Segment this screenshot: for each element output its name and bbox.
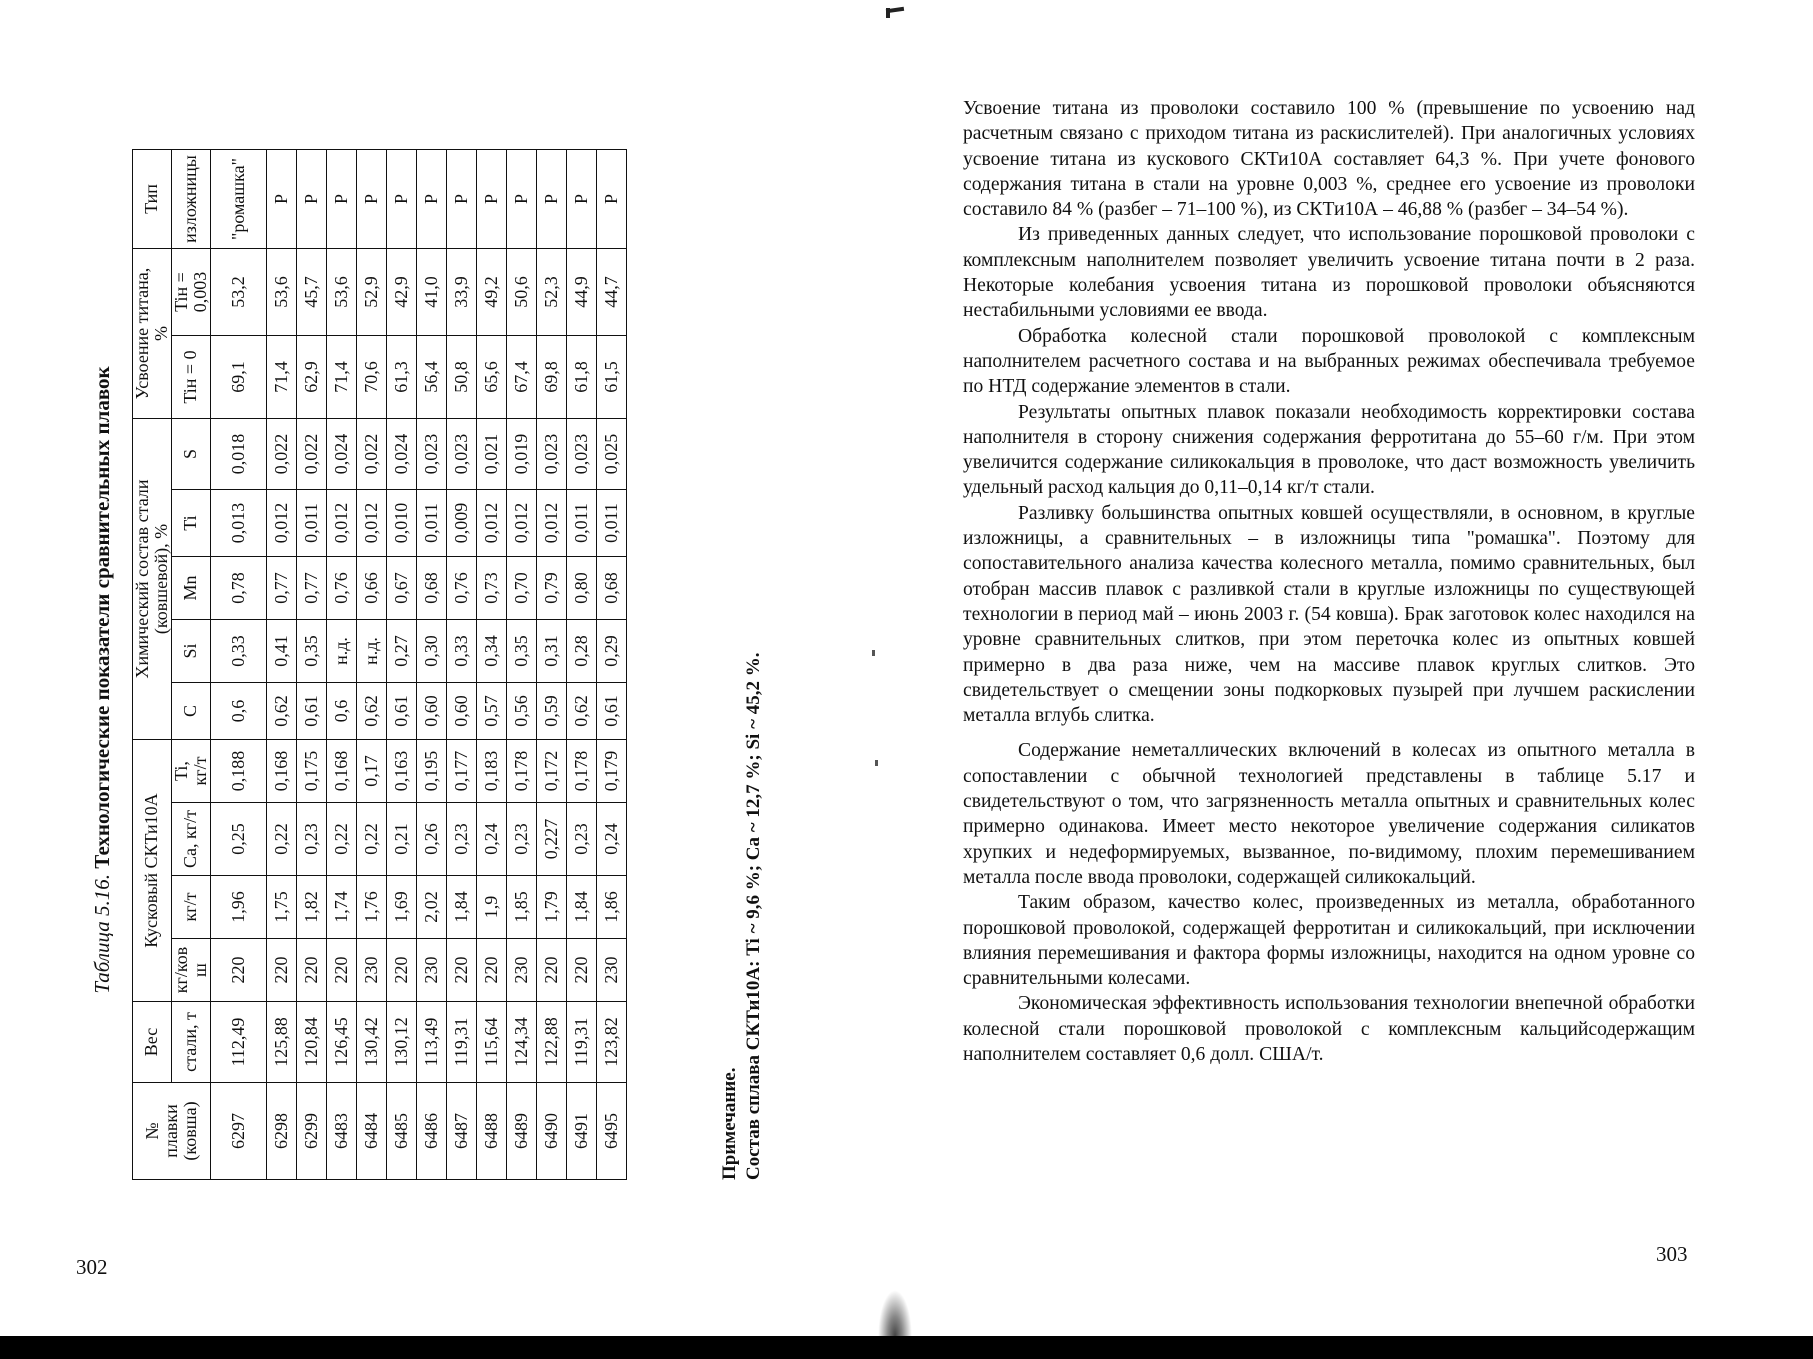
table-row: [210, 150, 266, 1180]
table-cell: 0,011: [416, 490, 446, 557]
table-cell: 71,4: [326, 336, 356, 419]
paragraph: Усвоение титана из проволоки составило 100 % (превышение по усвоению над расчетным связано с приходом титана из раскислителей). При аналогичных условиях усвоение титана из кускового СКТи10А составляет 64,3 %. При учете фонового содержания титана в стали на уровне 0,003 %, среднее его усвоение из проволоки составило 84 % (разбег – 71–100 %), из СКТи10А – 46,88 % (разбег – 34–54 %).: [963, 98, 1695, 221]
table-cell: 69,1: [210, 336, 266, 419]
table-cell: 41,0: [416, 249, 446, 336]
table-cell: 0,60: [446, 683, 476, 740]
table-cell: 130,12: [386, 1002, 416, 1083]
table-cell: 0,188: [210, 740, 266, 803]
table-cell: 61,5: [596, 336, 626, 419]
table-cell: 0,012: [536, 490, 566, 557]
table-cell: 0,025: [596, 419, 626, 490]
header-kg-kovsh-2: ш: [189, 963, 210, 977]
table-cell: 1,85: [506, 876, 536, 939]
table-cell: 119,31: [446, 1002, 476, 1083]
header-plavki-3: (ковша): [179, 1101, 200, 1161]
table-cell: Р: [566, 150, 596, 249]
table-cell: Р: [596, 150, 626, 249]
table-cell: 125,88: [266, 1002, 296, 1083]
table-cell: 0,023: [536, 419, 566, 490]
table-cell: 0,175: [296, 740, 326, 803]
table-cell: 6490: [536, 1083, 566, 1180]
table-cell: 0,195: [416, 740, 446, 803]
table-cell: Р: [296, 150, 326, 249]
table-row: [416, 150, 446, 1180]
table-cell: 0,019: [506, 419, 536, 490]
table-cell: 0,30: [416, 620, 446, 683]
table-cell: 230: [416, 939, 446, 1002]
table-cell: 0,28: [566, 620, 596, 683]
header-chem: [133, 419, 172, 740]
table-row: [356, 150, 386, 1180]
header-chem-2: (ковшевой), %: [150, 523, 171, 635]
table-cell: 230: [596, 939, 626, 1002]
table-cell: 67,4: [506, 336, 536, 419]
table-cell: Р: [386, 150, 416, 249]
table-cell: Р: [476, 150, 506, 249]
table-cell: Р: [266, 150, 296, 249]
header-chem-1: Химический состав стали: [132, 479, 152, 679]
table-cell: 220: [446, 939, 476, 1002]
table-cell: 0,66: [356, 557, 386, 620]
header-ti-kg-2: кг/т: [189, 756, 210, 786]
page-number-right: 303: [1656, 1242, 1688, 1266]
table-cell: 0,6: [210, 683, 266, 740]
table-cell: 1,75: [266, 876, 296, 939]
header-tin003: [171, 249, 210, 336]
table-cell: 50,6: [506, 249, 536, 336]
header-usvoenie-2: %: [150, 326, 171, 341]
table-cell: 0,77: [266, 557, 296, 620]
table-cell: 0,70: [506, 557, 536, 620]
table-cell: 1,74: [326, 876, 356, 939]
table-cell: 0,183: [476, 740, 506, 803]
table-cell: 53,2: [210, 249, 266, 336]
table-body: [210, 150, 626, 1180]
table-cell: 220: [476, 939, 506, 1002]
corner-mark-stem: [886, 8, 890, 18]
table-row: [386, 150, 416, 1180]
table-cell: 0,24: [596, 803, 626, 876]
table-cell: 220: [266, 939, 296, 1002]
table-cell: н.д.: [326, 620, 356, 683]
table-cell: 52,9: [356, 249, 386, 336]
header-mn: Mn: [171, 557, 210, 620]
table-cell: 0,022: [356, 419, 386, 490]
table-cell: 62,9: [296, 336, 326, 419]
table-cell: 1,69: [386, 876, 416, 939]
header-ti-kg: [171, 740, 210, 803]
table-cell: 220: [210, 939, 266, 1002]
table-cell: Р: [416, 150, 446, 249]
table-cell: 0,172: [536, 740, 566, 803]
table-cell: 0,178: [506, 740, 536, 803]
table-cell: 119,31: [566, 1002, 596, 1083]
table-cell: 6495: [596, 1083, 626, 1180]
caption-label: Таблица 5.16.: [90, 874, 114, 994]
table-cell: 0,012: [326, 490, 356, 557]
table-cell: 0,77: [296, 557, 326, 620]
table-cell: "ромашка": [210, 150, 266, 249]
table-cell: 0,61: [296, 683, 326, 740]
table-cell: 0,34: [476, 620, 506, 683]
table-cell: 6491: [566, 1083, 596, 1180]
header-plavki: [133, 1083, 211, 1180]
table-cell: 0,61: [596, 683, 626, 740]
table-cell: н.д.: [356, 620, 386, 683]
header-plavki-1: №: [141, 1122, 162, 1140]
table-cell: Р: [536, 150, 566, 249]
table-cell: 44,9: [566, 249, 596, 336]
table-cell: 0,012: [356, 490, 386, 557]
table-cell: 0,023: [416, 419, 446, 490]
header-s: S: [171, 419, 210, 490]
table-cell: 0,41: [266, 620, 296, 683]
table-cell: 230: [356, 939, 386, 1002]
paragraph: Таким образом, качество колес, произведенных из металла, обработанного порошковой проволокой, содержащей ферротитан и силикокальций, при исключении влияния перемешивания и фактора формы изложницы, находится на одном уровне со сравнительными колесами.: [963, 892, 1695, 990]
table-cell: 0,76: [326, 557, 356, 620]
table-cell: 0,012: [476, 490, 506, 557]
table-cell: 0,57: [476, 683, 506, 740]
table-row: [476, 150, 506, 1180]
header-tin0: Tiн = 0: [171, 336, 210, 419]
table-cell: 0,6: [326, 683, 356, 740]
table-cell: 56,4: [416, 336, 446, 419]
table-cell: 6485: [386, 1083, 416, 1180]
table-cell: 6488: [476, 1083, 506, 1180]
table-cell: 0,179: [596, 740, 626, 803]
table-cell: 0,68: [596, 557, 626, 620]
table-cell: 0,35: [506, 620, 536, 683]
table-cell: 0,22: [356, 803, 386, 876]
header-ca: Ca, кг/т: [171, 803, 210, 876]
paragraph: Экономическая эффективность использования технологии внепечной обработки колесной стали порошковой проволокой с комплексным кальцийсодержащим наполнителем составляет 0,6 долл. США/т.: [963, 993, 1695, 1065]
paragraph: Обработка колесной стали порошковой проволокой с комплексным наполнителем расчетного состава и на выбранных режимах обеспечивала требуемое по НТД содержание элементов в стали.: [963, 325, 1695, 398]
header-usvoenie-1: Усвоение титана,: [132, 267, 152, 400]
table-cell: 0,68: [416, 557, 446, 620]
table-cell: 0,62: [566, 683, 596, 740]
table-cell: 6486: [416, 1083, 446, 1180]
table-cell: 1,76: [356, 876, 386, 939]
header-izlozh: изложницы: [171, 150, 210, 249]
header-ti-kg-1: Ti,: [170, 761, 191, 781]
paragraph: Результаты опытных плавок показали необходимость корректировки состава наполнителя в сторону снижения содержания ферротитана до 55–60 г/м. При этом увеличится содержание силикокальция в проволоке, что даст возможность увеличить удельный расход кальция до 0,11–0,14 кг/т стали.: [963, 401, 1695, 499]
table-cell: 0,012: [506, 490, 536, 557]
table-cell: 6298: [266, 1083, 296, 1180]
table-cell: 0,024: [386, 419, 416, 490]
table-cell: 53,6: [326, 249, 356, 336]
table-cell: 6483: [326, 1083, 356, 1180]
table-cell: 0,79: [536, 557, 566, 620]
table-cell: 44,7: [596, 249, 626, 336]
table-cell: 230: [506, 939, 536, 1002]
table-row: [296, 150, 326, 1180]
table-cell: 61,3: [386, 336, 416, 419]
table-cell: 120,84: [296, 1002, 326, 1083]
table-cell: 0,24: [476, 803, 506, 876]
right-page-text: [963, 96, 1695, 1067]
table-cell: 33,9: [446, 249, 476, 336]
table-cell: 45,7: [296, 249, 326, 336]
table-cell: 50,8: [446, 336, 476, 419]
scan-speck: [875, 760, 878, 766]
table-cell: 123,82: [596, 1002, 626, 1083]
table-cell: 0,23: [506, 803, 536, 876]
table-cell: 6487: [446, 1083, 476, 1180]
table-cell: 0,31: [536, 620, 566, 683]
table-cell: 0,62: [266, 683, 296, 740]
table-cell: 0,011: [296, 490, 326, 557]
header-kg-kovsh: [171, 939, 210, 1002]
table-cell: 220: [326, 939, 356, 1002]
table-cell: 0,22: [326, 803, 356, 876]
table-cell: 0,22: [266, 803, 296, 876]
table-cell: 1,82: [296, 876, 326, 939]
table-cell: 0,018: [210, 419, 266, 490]
table-cell: 0,012: [266, 490, 296, 557]
table-cell: 0,009: [446, 490, 476, 557]
table-cell: 126,45: [326, 1002, 356, 1083]
table-cell: 42,9: [386, 249, 416, 336]
table-cell: 6299: [296, 1083, 326, 1180]
table-cell: 112,49: [210, 1002, 266, 1083]
table-cell: 0,023: [446, 419, 476, 490]
table-cell: 124,34: [506, 1002, 536, 1083]
table-cell: 0,23: [296, 803, 326, 876]
header-ves-stali: стали, т: [171, 1002, 210, 1083]
table-cell: 71,4: [266, 336, 296, 419]
table-cell: 0,67: [386, 557, 416, 620]
table-cell: 1,84: [446, 876, 476, 939]
table-cell: Р: [506, 150, 536, 249]
table-cell: 0,023: [566, 419, 596, 490]
table-cell: 49,2: [476, 249, 506, 336]
table-cell: Р: [326, 150, 356, 249]
header-ti: Ti: [171, 490, 210, 557]
table-cell: 0,168: [326, 740, 356, 803]
table-cell: 0,27: [386, 620, 416, 683]
table-row: [506, 150, 536, 1180]
table-cell: 0,178: [566, 740, 596, 803]
table-cell: 6489: [506, 1083, 536, 1180]
table-cell: 0,29: [596, 620, 626, 683]
results-table: [132, 149, 627, 1180]
table-row: [596, 150, 626, 1180]
table-cell: 1,79: [536, 876, 566, 939]
table-cell: 0,022: [296, 419, 326, 490]
scan-speck: [872, 650, 875, 656]
table-cell: 0,011: [596, 490, 626, 557]
table-cell: 2,02: [416, 876, 446, 939]
gutter-shadow: [878, 1290, 912, 1336]
table-cell: 1,84: [566, 876, 596, 939]
table-cell: 0,168: [266, 740, 296, 803]
paragraph: Из приведенных данных следует, что использование порошковой проволоки с комплексным наполнителем позволяет увеличить усвоение титана почти в 2 раза. Некоторые колебания усвоения титана из порошковой проволоки объясняются нестабильными условиями ее ввода.: [963, 224, 1695, 322]
table-cell: 0,227: [536, 803, 566, 876]
table-cell: 6297: [210, 1083, 266, 1180]
table-cell: 61,8: [566, 336, 596, 419]
table-cell: 0,024: [326, 419, 356, 490]
table-cell: 0,60: [416, 683, 446, 740]
header-si: Si: [171, 620, 210, 683]
table-cell: 0,163: [386, 740, 416, 803]
table-cell: 1,9: [476, 876, 506, 939]
header-tip: Тип: [133, 150, 172, 249]
table-cell: 0,33: [210, 620, 266, 683]
note-text: Состав сплава СКТи10А: Ti ~ 9,6 %; Ca ~ 12,7 %; Si ~ 45,2 %.: [742, 652, 764, 1180]
table-cell: 122,88: [536, 1002, 566, 1083]
table-cell: 220: [566, 939, 596, 1002]
table-cell: 0,23: [566, 803, 596, 876]
table-cell: 220: [386, 939, 416, 1002]
table-note: [718, 180, 766, 1180]
header-c: C: [171, 683, 210, 740]
table-row: [266, 150, 296, 1180]
table-cell: Р: [356, 150, 386, 249]
table-cell: 0,25: [210, 803, 266, 876]
table-cell: 69,8: [536, 336, 566, 419]
table-cell: 0,022: [266, 419, 296, 490]
table-cell: 0,61: [386, 683, 416, 740]
table-cell: 52,3: [536, 249, 566, 336]
note-title: Примечание.: [719, 1067, 740, 1180]
table-cell: Р: [446, 150, 476, 249]
table-cell: 0,76: [446, 557, 476, 620]
table-cell: 0,78: [210, 557, 266, 620]
header-kg-t: кг/т: [171, 876, 210, 939]
table-cell: 0,73: [476, 557, 506, 620]
table-cell: 0,80: [566, 557, 596, 620]
table-cell: 0,013: [210, 490, 266, 557]
rotated-table-block: [90, 140, 840, 1180]
caption-title: Технологические показатели сравнительных плавок: [90, 366, 114, 869]
table-cell: 0,23: [446, 803, 476, 876]
header-usvoenie: [133, 249, 172, 419]
table-cell: 0,59: [536, 683, 566, 740]
table-cell: 0,010: [386, 490, 416, 557]
table-row: [536, 150, 566, 1180]
table-cell: 6484: [356, 1083, 386, 1180]
table-cell: 53,6: [266, 249, 296, 336]
table-cell: 0,26: [416, 803, 446, 876]
header-plavki-2: плавки: [160, 1104, 181, 1158]
header-tin003-1: Tiн =: [170, 272, 191, 312]
table-cell: 0,021: [476, 419, 506, 490]
table-cell: 1,96: [210, 876, 266, 939]
header-tin003-2: 0,003: [189, 271, 210, 313]
paragraph: Содержание неметаллических включений в колесах из опытного металла в сопоставлении с обычной технологией представлены в таблице 5.17 и свидетельствуют о том, что загрязненность металла опытных и сравнительных колес примерно одинакова. Имеет место некоторое увеличение содержания силикатов хрупких и недеформируемых, вызванное, по-видимому, плохим перемешиванием металла после ввода проволоки, содержащей силикокальций.: [963, 740, 1695, 888]
table-cell: 1,86: [596, 876, 626, 939]
table-cell: 113,49: [416, 1002, 446, 1083]
table-cell: 0,35: [296, 620, 326, 683]
table-cell: 0,56: [506, 683, 536, 740]
table-cell: 70,6: [356, 336, 386, 419]
table-cell: 130,42: [356, 1002, 386, 1083]
header-kuskovy: Кусковый СКТи10А: [133, 740, 172, 1002]
table-cell: 65,6: [476, 336, 506, 419]
scan-bottom-edge: [0, 1336, 1813, 1359]
header-ves: Вес: [133, 1002, 172, 1083]
table-cell: 115,64: [476, 1002, 506, 1083]
table-cell: 0,33: [446, 620, 476, 683]
table-row: [446, 150, 476, 1180]
table-cell: 0,011: [566, 490, 596, 557]
table-cell: 0,177: [446, 740, 476, 803]
paragraph: Разливку большинства опытных ковшей осуществляли, в основном, в круглые изложницы, а сравнительных – в изложницы типа "ромашка". Поэтому для сопоставительного анализа качества колесного металла, помимо сравнительных, был отобран массив плавок с разливкой стали в круглые изложницы по существующей технологии в период май – июнь 2003 г. (54 ковша). Брак заготовок колес находился на уровне сравнительных слитков, при этом переточка колес из опытных ковшей примерно в два раза ниже, чем на массиве плавок круглых слитков. Это свидетельствует о смещении зоны подкорковых пузырей при лучшем раскислении металла вглубь слитка.: [963, 502, 1695, 727]
header-kg-kovsh-1: кг/ков: [170, 946, 191, 994]
page-number-left: 302: [76, 1255, 108, 1279]
table-caption: [90, 180, 115, 1180]
table-cell: 220: [296, 939, 326, 1002]
table-row: [326, 150, 356, 1180]
table-cell: 220: [536, 939, 566, 1002]
table-cell: 0,21: [386, 803, 416, 876]
table-cell: 0,62: [356, 683, 386, 740]
table-row: [566, 150, 596, 1180]
table-cell: 0,17: [356, 740, 386, 803]
